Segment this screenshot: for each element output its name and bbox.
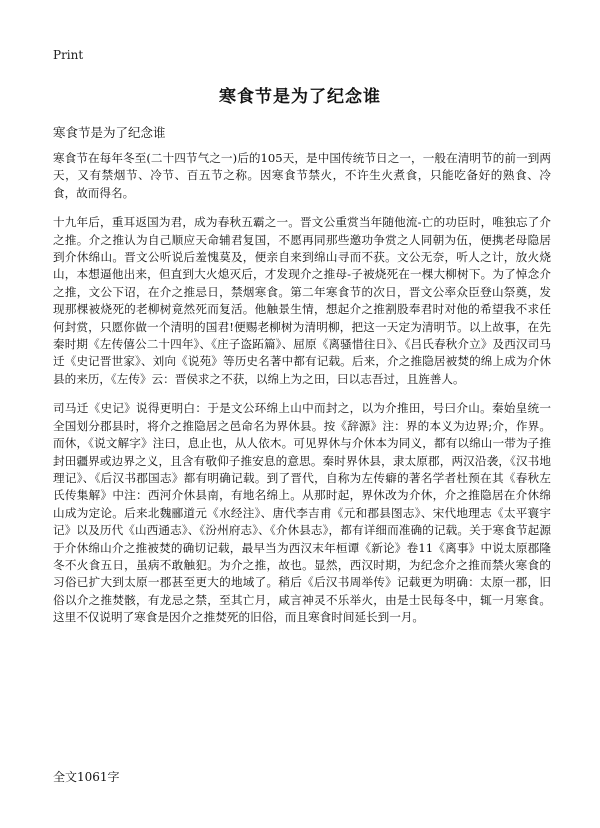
word-count: 全文1061字 [53,770,120,784]
paragraph-1: 寒食节在每年冬至(二十四节气之一)后的105天，是中国传统节日之一，一般在清明节的前一到两天，又有禁烟节、冷节、百五节之称。因寒食节禁火，不许生火煮食，只能吃备好的熟食、冷食，故而得名。 [53,151,551,200]
paragraph-3: 司马迁《史记》说得更明白：于是文公环绵上山中而封之，以为介推田，号曰介山。秦始皇统一全国划分郡县时，将介之推隐居之邑命名为界休县。按《辞源》注：界的本义为边界;介，作界。而休，《说文解字》注曰，息止也，从人依木。可见界休与介休本为同义，都有以绵山一带为子推封田疆界或边界之义，且含有敬仰子推安息的意思。秦时界休县，隶太原郡，两汉沿袭，《汉书地理记》、《后汉书郡国志》都有明确记载。到了晋代，自称为左传癖的著名学者杜预在其《春秋左氏传集解》中注：西河介休县南，有地名绵上。从那时起，界休改为介休，介之推隐居在介休绵山成为定论。后来北魏郦道元《水经注》、唐代李吉甫《元和郡县图志》、宋代地理志《太平寰宇记》以及历代《山西通志》、《汾州府志》、《介休县志》，都有详细而准确的记载。关于寒食节起源于介休绵山介之推被焚的确切记载，最早当为西汉末年桓谭《新论》卷11《离事》中说太原郡隆冬不火食五日，虽病不敢触犯。为介之推，故也。显然，西汉时期，为纪念介之推而禁火寒食的习俗已扩大到太原一郡甚至更大的地域了。稍后《后汉书周举传》记载更为明确：太原一郡，旧俗以介之推焚骸，有龙忌之禁，至其亡月，咸言神灵不乐举火，由是士民每冬中，辄一月寒食。这里不仅说明了寒食是因介之推焚死的旧俗，而且寒食时间延长到一月。 [53,401,551,625]
page-title: 寒食节是为了纪念谁 [219,87,381,107]
paragraph-2: 十九年后，重耳返国为君，成为春秋五霸之一。晋文公重赏当年随他流-亡的功臣时，唯独忘了介之推。介之推认为自己顺应天命辅君复国，不愿再同那些邀功争赏之人同朝为伍，便携老母隐居到介休绵山。晋文公听说后羞愧莫及，便亲自来到绵山寻而不获。文公无奈，听人之计，放火烧山，本想逼他出来，但直到大火熄灭后，才发现介之推母-子被烧死在一棵大柳树下。为了悼念介之推，文公下诏，在介之推忌日，禁烟寒食。第二年寒食节的次日，晋文公率众臣登山祭奠，发现那棵被烧死的老柳树竟然死而复活。他触景生情，想起介之推割股奉君时对他的希望我不求任何封赏，只愿你做一个清明的国君!便赐老柳树为清明柳，把这一天定为清明节。以上故事，在先秦时期《左传僖公二十四年》、《庄子盗跖篇》、屈原《离骚惜往日》、《吕氏春秋介立》及西汉司马迁《史记晋世家》、刘向《说苑》等历史名著中都有记载。后来，介之推隐居被焚的绵上成为介休县的来历，《左传》云：晋侯求之不获，以绵上为之田，曰以志吾过，且旌善人。 [53,215,551,386]
article-subtitle: 寒食节是为了纪念谁 [53,125,166,140]
print-label: Print [53,48,84,62]
article-body [53,150,551,639]
